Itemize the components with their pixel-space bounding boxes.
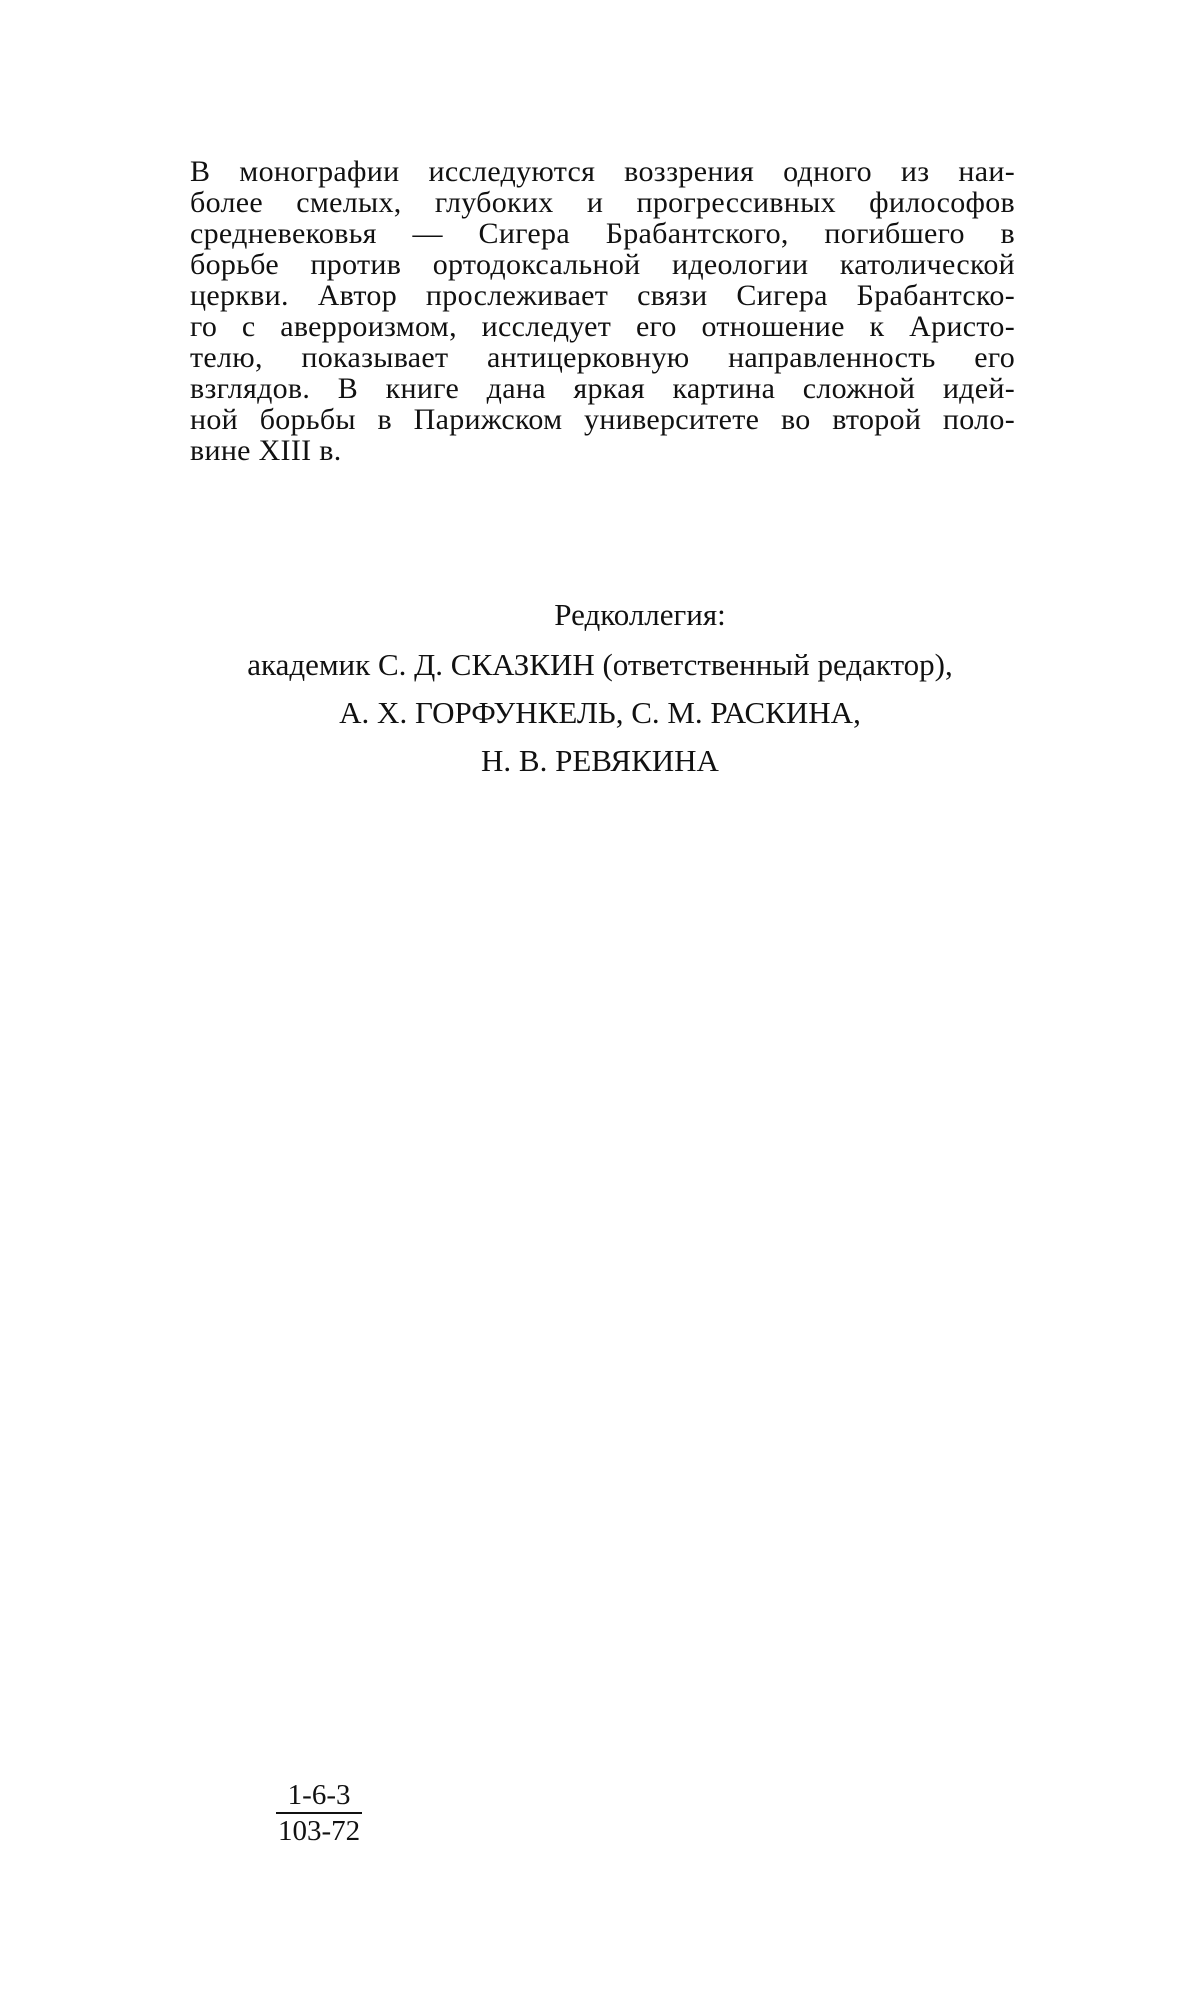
editorial-board-member: А. Х. ГОРФУНКЕЛЬ, С. М. РАСКИНА, (339, 695, 861, 730)
abstract-line: ной борьбы в Парижском университете во второй поло- (190, 403, 1015, 436)
index-code-numerator: 1-6-3 (287, 1779, 351, 1811)
abstract-line: борьбе против ортодоксальной идеологии католической (190, 248, 1015, 281)
abstract-line: средневековья — Сигера Брабантского, погибшего в (190, 217, 1015, 250)
abstract-line: вине XIII в. (190, 434, 342, 467)
abstract-line: В монографии исследуются воззрения одного из наи- (190, 155, 1015, 188)
abstract-line: взглядов. В книге дана яркая картина сложной идей- (190, 372, 1015, 405)
abstract-paragraph (190, 156, 1015, 466)
publication-index-code (276, 1778, 362, 1848)
editorial-board-heading: Редколлегия: (554, 597, 726, 632)
editorial-board-member: академик С. Д. СКАЗКИН (ответственный редактор), (247, 647, 953, 682)
abstract-line: церкви. Автор прослеживает связи Сигера Брабантско- (190, 279, 1015, 312)
abstract-line: телю, показывает антицерковную направленность его (190, 341, 1015, 374)
abstract-line: го с аверроизмом, исследует его отношение к Аристо- (190, 310, 1015, 343)
index-code-denominator: 103-72 (276, 1812, 362, 1848)
abstract-line: более смелых, глубоких и прогрессивных философов (190, 186, 1015, 219)
editorial-board-member: Н. В. РЕВЯКИНА (481, 743, 719, 778)
